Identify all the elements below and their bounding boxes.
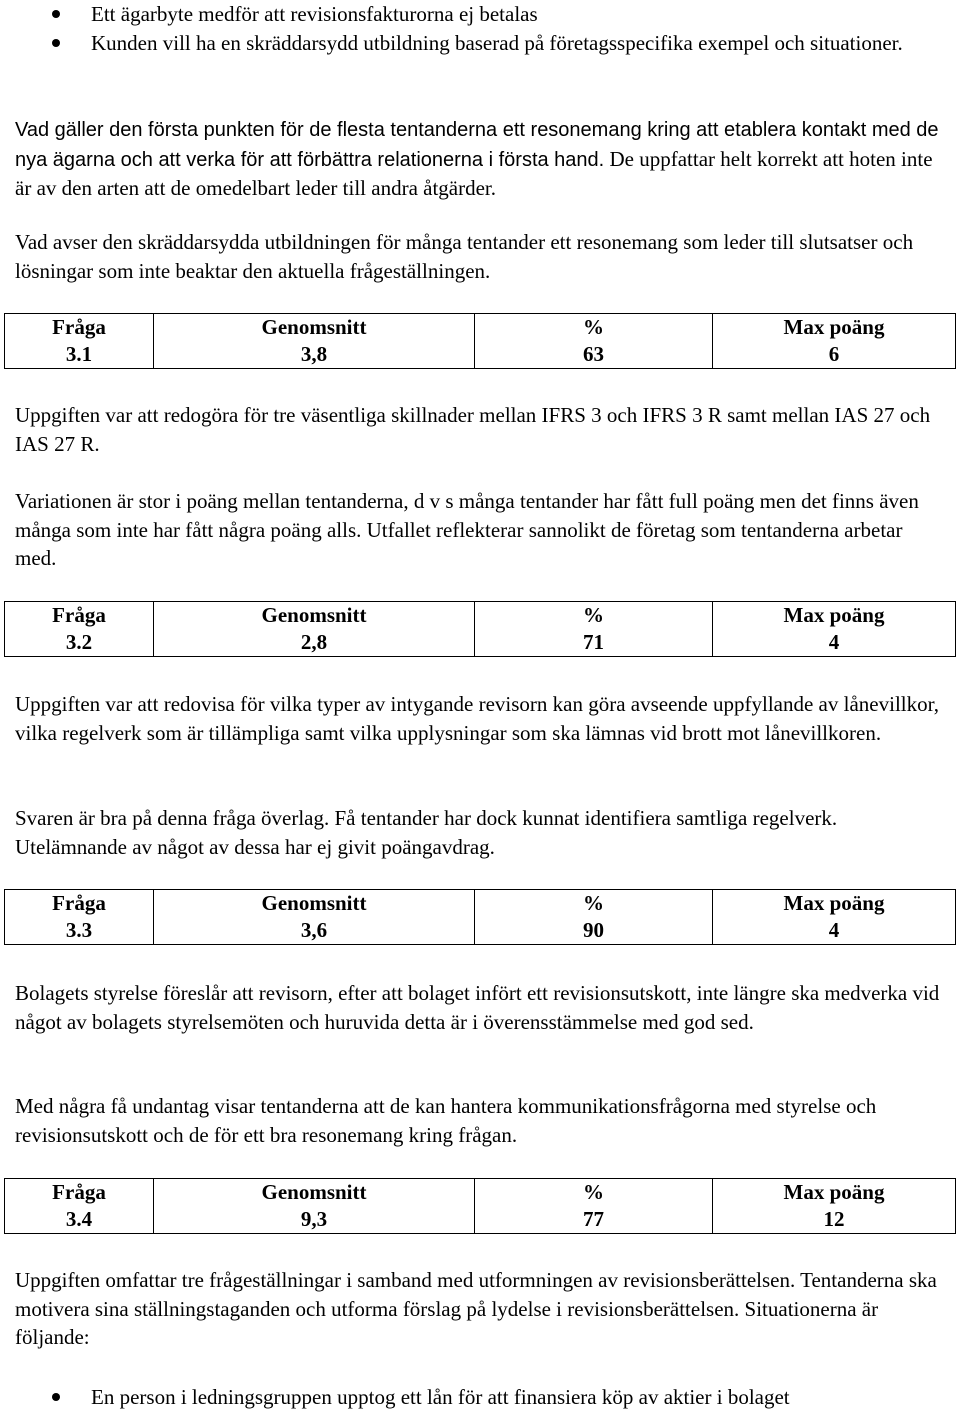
header-fraga: Fråga	[5, 602, 154, 630]
score-table-3-1	[4, 313, 956, 369]
header-procent: %	[475, 602, 713, 630]
bullet-item: Kunden vill ha en skräddarsydd utbildning baserad på företagsspecifika exempel och situationer.	[15, 29, 945, 58]
cell-max-poang: 4	[713, 629, 956, 657]
cell-fraga: 3.3	[5, 917, 154, 945]
cell-fraga: 3.2	[5, 629, 154, 657]
header-procent: %	[475, 314, 713, 342]
paragraph-result-3-1: Variationen är stor i poäng mellan tentanderna, d v s många tentander har fått full poäng men det finns även många som inte har fått några poäng alls. Utfallet reflekterar sannolikt de företag som tentanderna arbetar med.	[15, 489, 919, 570]
header-genomsnitt: Genomsnitt	[154, 314, 475, 342]
header-fraga: Fråga	[5, 314, 154, 342]
cell-procent: 63	[475, 341, 713, 369]
paragraph-task-3-2: Uppgiften var att redovisa för vilka typer av intygande revisorn kan göra avseende uppfyllande av lånevillkor, vilka regelverk som är tillämpliga samt vilka upplysningar som ska lämnas vid brott mot lånevillkoren.	[15, 692, 940, 745]
paragraph-task-3-3: Bolagets styrelse föreslår att revisorn, efter att bolaget infört ett revisionsutskott, inte längre ska medverka vid något av bolagets styrelsemöten och huruvida detta är i överensstämmelse med god sed.	[15, 981, 940, 1034]
paragraph-sans-text: Vad gäller den första punkten för de flesta tentanderna ett resonemang kring att etablera kontakt med de nya ägarna och att verka för att förbättra relationerna i första hand.	[15, 119, 939, 171]
score-table-3-3	[4, 889, 956, 945]
header-fraga: Fråga	[5, 890, 154, 918]
bullet-item: En person i ledningsgruppen upptog ett lån för att finansiera köp av aktier i bolaget	[15, 1383, 945, 1412]
score-table-3-2	[4, 601, 956, 657]
header-fraga: Fråga	[5, 1179, 154, 1207]
paragraph-serif-text: De uppfattar helt korrekt att hoten inte är av den arten att de omedelbart leder till andra åtgärder.	[15, 146, 933, 200]
cell-genomsnitt: 3,6	[154, 917, 475, 945]
header-max-poang: Max poäng	[713, 1179, 956, 1207]
header-procent: %	[475, 1179, 713, 1207]
cell-genomsnitt: 2,8	[154, 629, 475, 657]
cell-fraga: 3.4	[5, 1206, 154, 1234]
header-genomsnitt: Genomsnitt	[154, 890, 475, 918]
cell-procent: 90	[475, 917, 713, 945]
header-max-poang: Max poäng	[713, 602, 956, 630]
cell-max-poang: 4	[713, 917, 956, 945]
header-genomsnitt: Genomsnitt	[154, 602, 475, 630]
paragraph-training: Vad avser den skräddarsydda utbildningen för många tentander ett resonemang som leder till slutsatser och lösningar som inte beaktar den aktuella frågeställningen.	[15, 230, 914, 283]
bottom-bullet-list	[15, 1383, 945, 1412]
header-max-poang: Max poäng	[713, 314, 956, 342]
cell-genomsnitt: 9,3	[154, 1206, 475, 1234]
paragraph-first-point	[15, 115, 945, 203]
score-table-3-4	[4, 1178, 956, 1234]
paragraph-task-3-4: Uppgiften omfattar tre frågeställningar i samband med utformningen av revisionsberättelsen. Tentanderna ska motivera sina ställningstaganden och utforma förslag på lydelse i revisionsberättelsen. Situationerna är följande:	[15, 1268, 937, 1349]
header-procent: %	[475, 890, 713, 918]
bullet-item: Ett ägarbyte medför att revisionsfakturorna ej betalas	[15, 0, 945, 29]
cell-procent: 71	[475, 629, 713, 657]
top-bullet-list	[15, 0, 945, 57]
cell-procent: 77	[475, 1206, 713, 1234]
cell-fraga: 3.1	[5, 341, 154, 369]
paragraph-result-3-3: Med några få undantag visar tentanderna att de kan hantera kommunikationsfrågorna med styrelse och revisionsutskott och de för ett bra resonemang kring frågan.	[15, 1094, 877, 1147]
header-max-poang: Max poäng	[713, 890, 956, 918]
paragraph-result-3-2: Svaren är bra på denna fråga överlag. Få tentander har dock kunnat identifiera samtliga regelverk. Utelämnande av något av dessa har ej givit poängavdrag.	[15, 806, 838, 859]
cell-max-poang: 12	[713, 1206, 956, 1234]
cell-max-poang: 6	[713, 341, 956, 369]
header-genomsnitt: Genomsnitt	[154, 1179, 475, 1207]
cell-genomsnitt: 3,8	[154, 341, 475, 369]
paragraph-task-3-1: Uppgiften var att redogöra för tre väsentliga skillnader mellan IFRS 3 och IFRS 3 R samt mellan IAS 27 och IAS 27 R.	[15, 403, 931, 456]
